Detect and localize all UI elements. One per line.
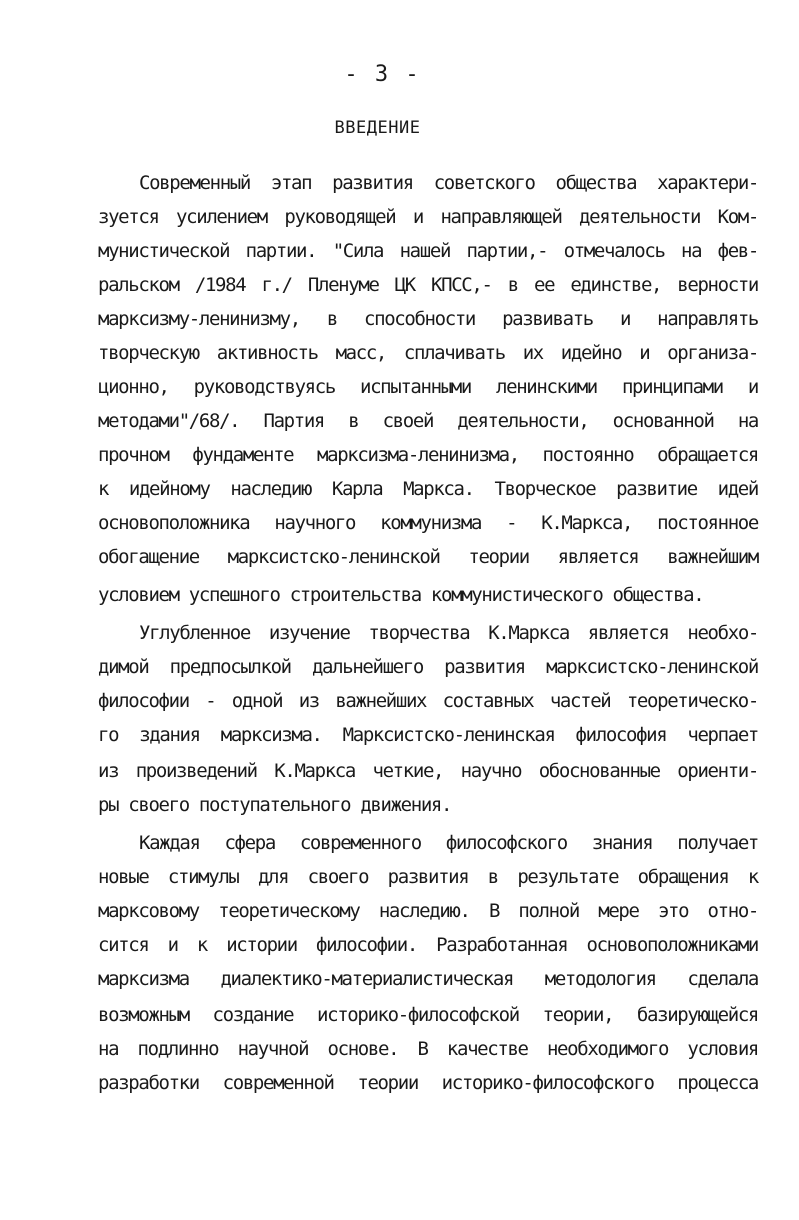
text-line: условием успешного строительства коммунистического общества. (98, 584, 704, 606)
text-line: новые стимулы для своего развития в результате обращения к (98, 866, 758, 888)
page-title: ВВЕДЕНИЕ (334, 118, 421, 138)
text-line: философии - одной из важнейших составных частей теоретическо- (98, 690, 758, 712)
text-line: ральском /1984 г./ Пленуме ЦК КПСС,- в ее единстве, верности (98, 274, 758, 296)
text-line: из произведений К.Маркса четкие, научно обоснованные ориенти- (98, 760, 758, 782)
text-line: Углубленное изучение творчества К.Маркса является необхо- (139, 622, 758, 644)
text-line: го здания марксизма. Марксистско-ленинская философия черпает (98, 724, 758, 746)
text-line: Каждая сфера современного философского знания получает (139, 832, 758, 854)
text-line: обогащение марксистско-ленинской теории является важнейшим (98, 546, 758, 568)
text-line: зуется усилением руководящей и направляющей деятельности Ком- (98, 206, 758, 228)
text-line: марксизму-ленинизму, в способности развивать и направлять (98, 308, 758, 330)
text-line: марксовому теоретическому наследию. В полной мере это отно- (98, 900, 758, 922)
page-number: - 3 - (344, 62, 421, 87)
text-line: основоположника научного коммунизма - К.Маркса, постоянное (98, 512, 758, 534)
text-line: к идейному наследию Карла Маркса. Творческое развитие идей (98, 478, 758, 500)
text-line: прочном фундаменте марксизма-ленинизма, постоянно обращается (98, 444, 758, 466)
text-line: творческую активность масс, сплачивать их идейно и организа- (98, 342, 758, 364)
text-line: марксизма диалектико-материалистическая методология сделала (98, 968, 758, 990)
text-line: Современный этап развития советского общества характери- (139, 172, 758, 194)
text-line: сится и к истории философии. Разработанная основоположниками (98, 934, 758, 956)
text-line: разработки современной теории историко-философского процесса (98, 1072, 758, 1094)
text-line: методами"/68/. Партия в своей деятельности, основанной на (98, 410, 758, 432)
text-line: мунистической партии. "Сила нашей партии,- отмечалось на фев- (98, 240, 758, 262)
text-line: димой предпосылкой дальнейшего развития марксистско-ленинской (98, 656, 758, 678)
text-line: на подлинно научной основе. В качестве необходимого условия (98, 1038, 758, 1060)
text-line: ционно, руководствуясь испытанными ленинскими принципами и (98, 376, 758, 398)
text-line: возможным создание историко-философской теории, базирующейся (98, 1004, 758, 1026)
text-line: ры своего поступательного движения. (98, 794, 452, 816)
